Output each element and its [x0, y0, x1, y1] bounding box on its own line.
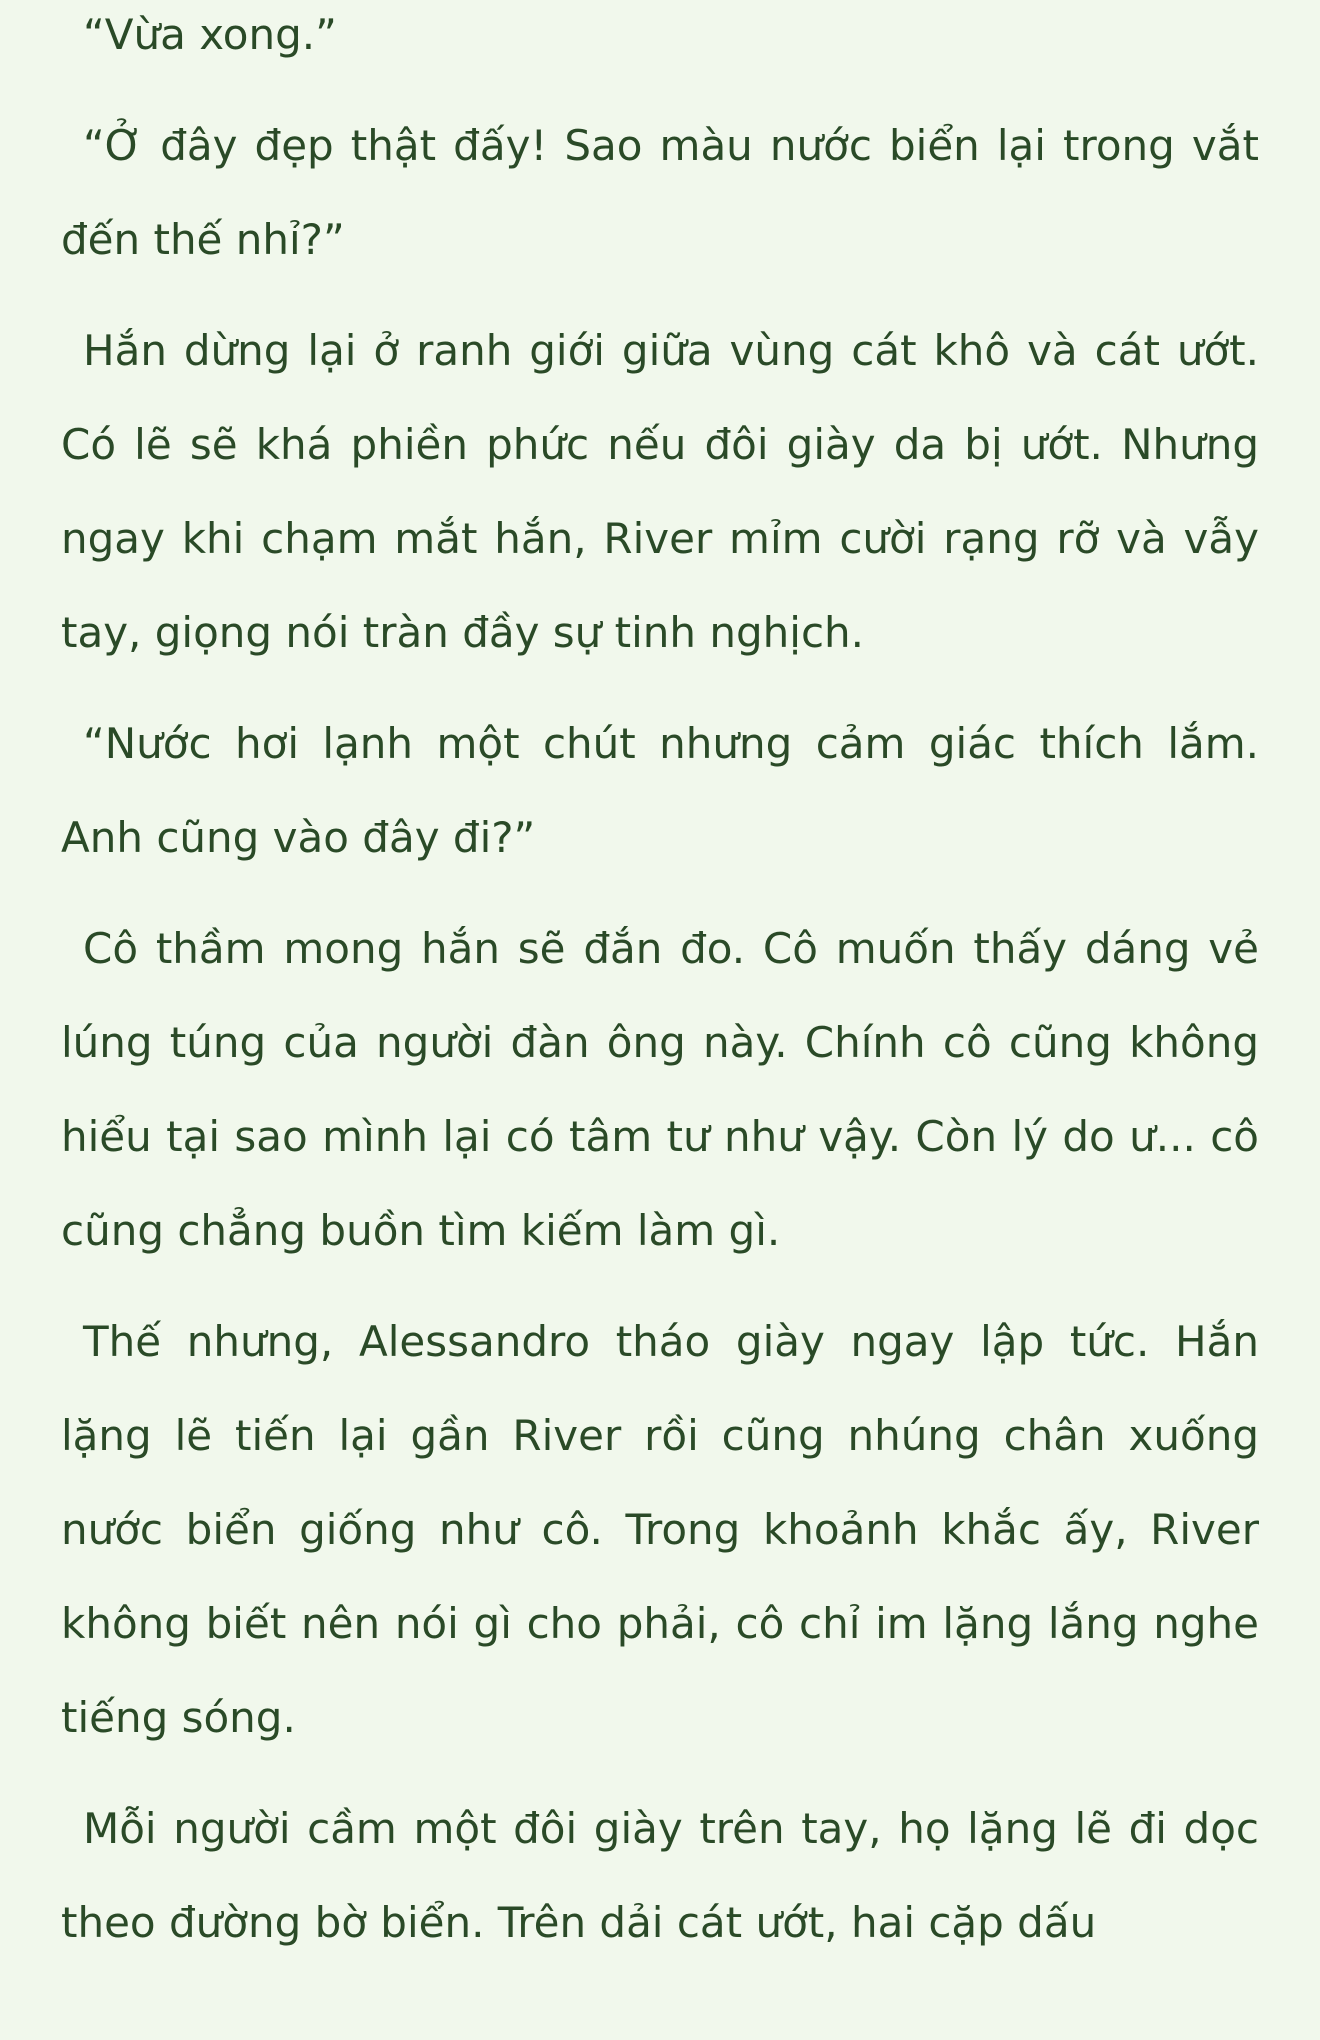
paragraph-3: Hắn dừng lại ở ranh giới giữa vùng cát khô và cát ướt. Có lẽ sẽ khá phiền phức nếu đôi giày da bị ướt. Nhưng ngay khi chạm mắt hắn, River mỉm cười rạng rỡ và vẫy tay, giọng nói tràn đầy sự tinh nghịch. — [61, 326, 1259, 657]
paragraph-5: Cô thầm mong hắn sẽ đắn đo. Cô muốn thấy dáng vẻ lúng túng của người đàn ông này. Chính cô cũng không hiểu tại sao mình lại có tâm tư như vậy. Còn lý do ư... cô cũng chẳng buồn tìm kiếm làm gì. — [61, 924, 1259, 1255]
paragraph-2: “Ở đây đẹp thật đấy! Sao màu nước biển lại trong vắt đến thế nhỉ?” — [61, 121, 1259, 264]
paragraph-4: “Nước hơi lạnh một chút nhưng cảm giác thích lắm. Anh cũng vào đây đi?” — [61, 719, 1259, 862]
paragraph-1: “Vừa xong.” — [83, 10, 337, 59]
paragraph-6: Thế nhưng, Alessandro tháo giày ngay lập tức. Hắn lặng lẽ tiến lại gần River rồi cũng nhúng chân xuống nước biển giống như cô. Trong khoảnh khắc ấy, River không biết nên nói gì cho phải, cô chỉ im lặng lắng nghe tiếng sóng. — [61, 1317, 1259, 1742]
paragraph-7: Mỗi người cầm một đôi giày trên tay, họ lặng lẽ đi dọc theo đường bờ biển. Trên dải cát ướt, hai cặp dấu — [61, 1804, 1259, 1947]
